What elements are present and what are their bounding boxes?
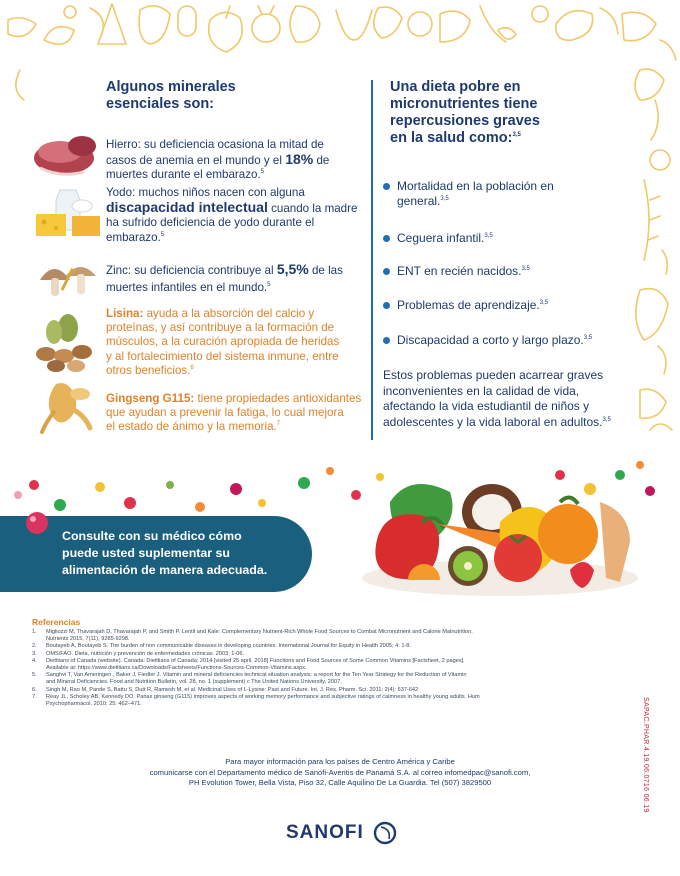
- highlight-stat: 18%: [285, 151, 314, 168]
- bullet-dot: [383, 302, 390, 309]
- highlight-stat: 5,5%: [276, 261, 309, 277]
- dairy-illustration: [32, 186, 104, 242]
- references-title: Referencias: [32, 617, 81, 627]
- bullet-dot: [383, 183, 390, 190]
- mineral-name: Zinc:: [106, 264, 132, 277]
- fruits-vegetables-illustration: [350, 462, 650, 602]
- references-list: [32, 629, 624, 708]
- mineral-name: Gingseng G115:: [106, 392, 195, 405]
- mushrooms-illustration: [36, 256, 100, 302]
- bullet-item: Problemas de aprendizaje.$^{3,5}$: [383, 298, 633, 313]
- ginseng-illustration: [36, 378, 100, 436]
- reference-item: 4. Dietitians of Canada (website). Canada: Dietitians of Canada; 2014 [visited 25 april, 2018] Functions and Food Sources of Some Common Vitamins [Factsheet, 2 pages]. Available at: https://www.dietitians.ca/Downloads/Factsheets/Functions-Sources-Common-Vitamins.aspx.: [32, 657, 465, 672]
- mineral-zinc: Zinc: su deficiencia contribuye al 5,5% de las muertes infantiles en el mundo.$^5$: [106, 261, 343, 294]
- sanofi-logo: SANOFI: [286, 822, 364, 843]
- mineral-ginseng: Gingseng G115: tiene propiedades antioxidantes que ayudan a prevenir la fatiga, lo cual mejora el estado de ánimo y la memoria.$^7$: [106, 392, 362, 434]
- right-column-title: Una dieta pobre en micronutrientes tiene repercusiones graves en la salud como:$^{3,5}$: [390, 79, 540, 146]
- closing-paragraph: Estos problemas pueden acarrear graves inconvenientes en la calidad de vida, afectando la vida estudiantil de niños y adolescentes y la vida laboral en adultos.$^{3,5}$: [383, 368, 611, 429]
- mineral-name: Yodo:: [106, 186, 136, 199]
- bullet-item: Discapacidad a corto y largo plazo.$^{3,5}$: [383, 333, 633, 348]
- left-title-line2: esenciales son:: [106, 96, 214, 112]
- reference-item: 7. Reay JL, Scholey AB, Kennedy DO. Panax ginseng (G115) improves aspects of working memory performance and subjective ratings of calmness in healthy young adults. Hum Psychopharmacol. 2010; 25: 462–471.: [32, 693, 480, 708]
- bullet-item: ENT en recién nacidos.$^{3,5}$: [383, 264, 633, 279]
- cta-text: Consulte con su médico cómo puede usted suplementar su alimentación de manera adecuada.: [62, 529, 268, 577]
- bullet-dot: [383, 337, 390, 344]
- reference-item: 2. Boutayeb A, Boutayeb S. The burden of non communicable diseases in developing countries. International Journal for Equity in Health 2005; 4: 1-8.: [32, 643, 411, 650]
- reference-item: 3. OMS/FAO. Dieta, nutrición y prevención de enfermedades crónicas. 2003; 1-06.: [32, 650, 245, 657]
- mineral-lisina: Lisina: ayuda a la absorción del calcio y proteínas, y así contribuye a la formación de músculos, a la curación apropiada de heridas y al fortalecimiento del sistema inmune, entre otros beneficios.$^6$: [106, 307, 340, 377]
- reference-item: 5. Sanghvi T, Van Ameringen , Baker J, Fiedler J. Vitamin and mineral deficiencies technical situation analysis: a report for the Ten Year Strategy for the Reduction of Vitamin and Mineral Deficiencies. Food and Nutrition Bulletin, vol. 28, no. 1 (supplement) c The United Nations University, 2007.: [32, 672, 467, 686]
- cta-bubble-decoration: [22, 508, 52, 538]
- reference-item: 1. Migliozzi M, Thavarajah D, Thavarajah P, and Smith P. Lentil and Kale: Complementary Nutrient-Rich Whole Food Sources to Combat Micronutrient and Calorie Malnutrition. Nutrients 2015, 7(11), 9285-9298.: [32, 629, 473, 643]
- mineral-yodo: Yodo: muchos niños nacen con alguna discapacidad intelectual cuando la madre ha sufrido deficiencia de yodo durante el embarazo.$^5$: [106, 186, 358, 244]
- reference-item: 6. Singh M, Rao M, Pande S, Battu S, Dutt R, Ramesh M, et al. Medicinal Uses of L-Lysine: Past and Future. Int. J. Res. Pharm. Sci. 2011; 2(4): 637-642: [32, 686, 419, 693]
- left-title-line1: Algunos minerales: [106, 79, 236, 95]
- sanofi-logo-icon: [373, 821, 397, 845]
- mineral-name: Lisina:: [106, 307, 144, 320]
- mineral-hierro: Hierro: su deficiencia ocasiona la mitad de casos de anemia en el mundo y el 18% de muertes durante el embarazo.$^5$: [106, 138, 330, 182]
- footer-contact: Para mayor información para los países de Centro América y Caribe comunicarse con el Departamento médico de Sanofi-Aventis de Panamá S.A. al correo infomedpac@sanofi.com, PH Evolution Tower, Bella Vista, Piso 32, Calle Aquilino De La Guardia. Tel (507) 3829500: [149, 757, 531, 787]
- nuts-illustration: [28, 308, 100, 374]
- bullet-dot: [383, 235, 390, 242]
- column-divider: [371, 80, 373, 440]
- bullet-item: Ceguera infantil.$^{3,5}$: [383, 231, 633, 246]
- left-column-title: [106, 79, 236, 113]
- bullet-dot: [383, 268, 390, 275]
- mineral-name: Hierro:: [106, 138, 141, 151]
- document-code: SAPAC.PHAR.4.19.06.0716 06.19: [642, 697, 649, 813]
- bullet-item: Mortalidad en la población en general.$^{3,5}$: [383, 179, 633, 209]
- highlight-stat: discapacidad intelectual: [106, 199, 268, 216]
- meat-illustration: [30, 128, 102, 180]
